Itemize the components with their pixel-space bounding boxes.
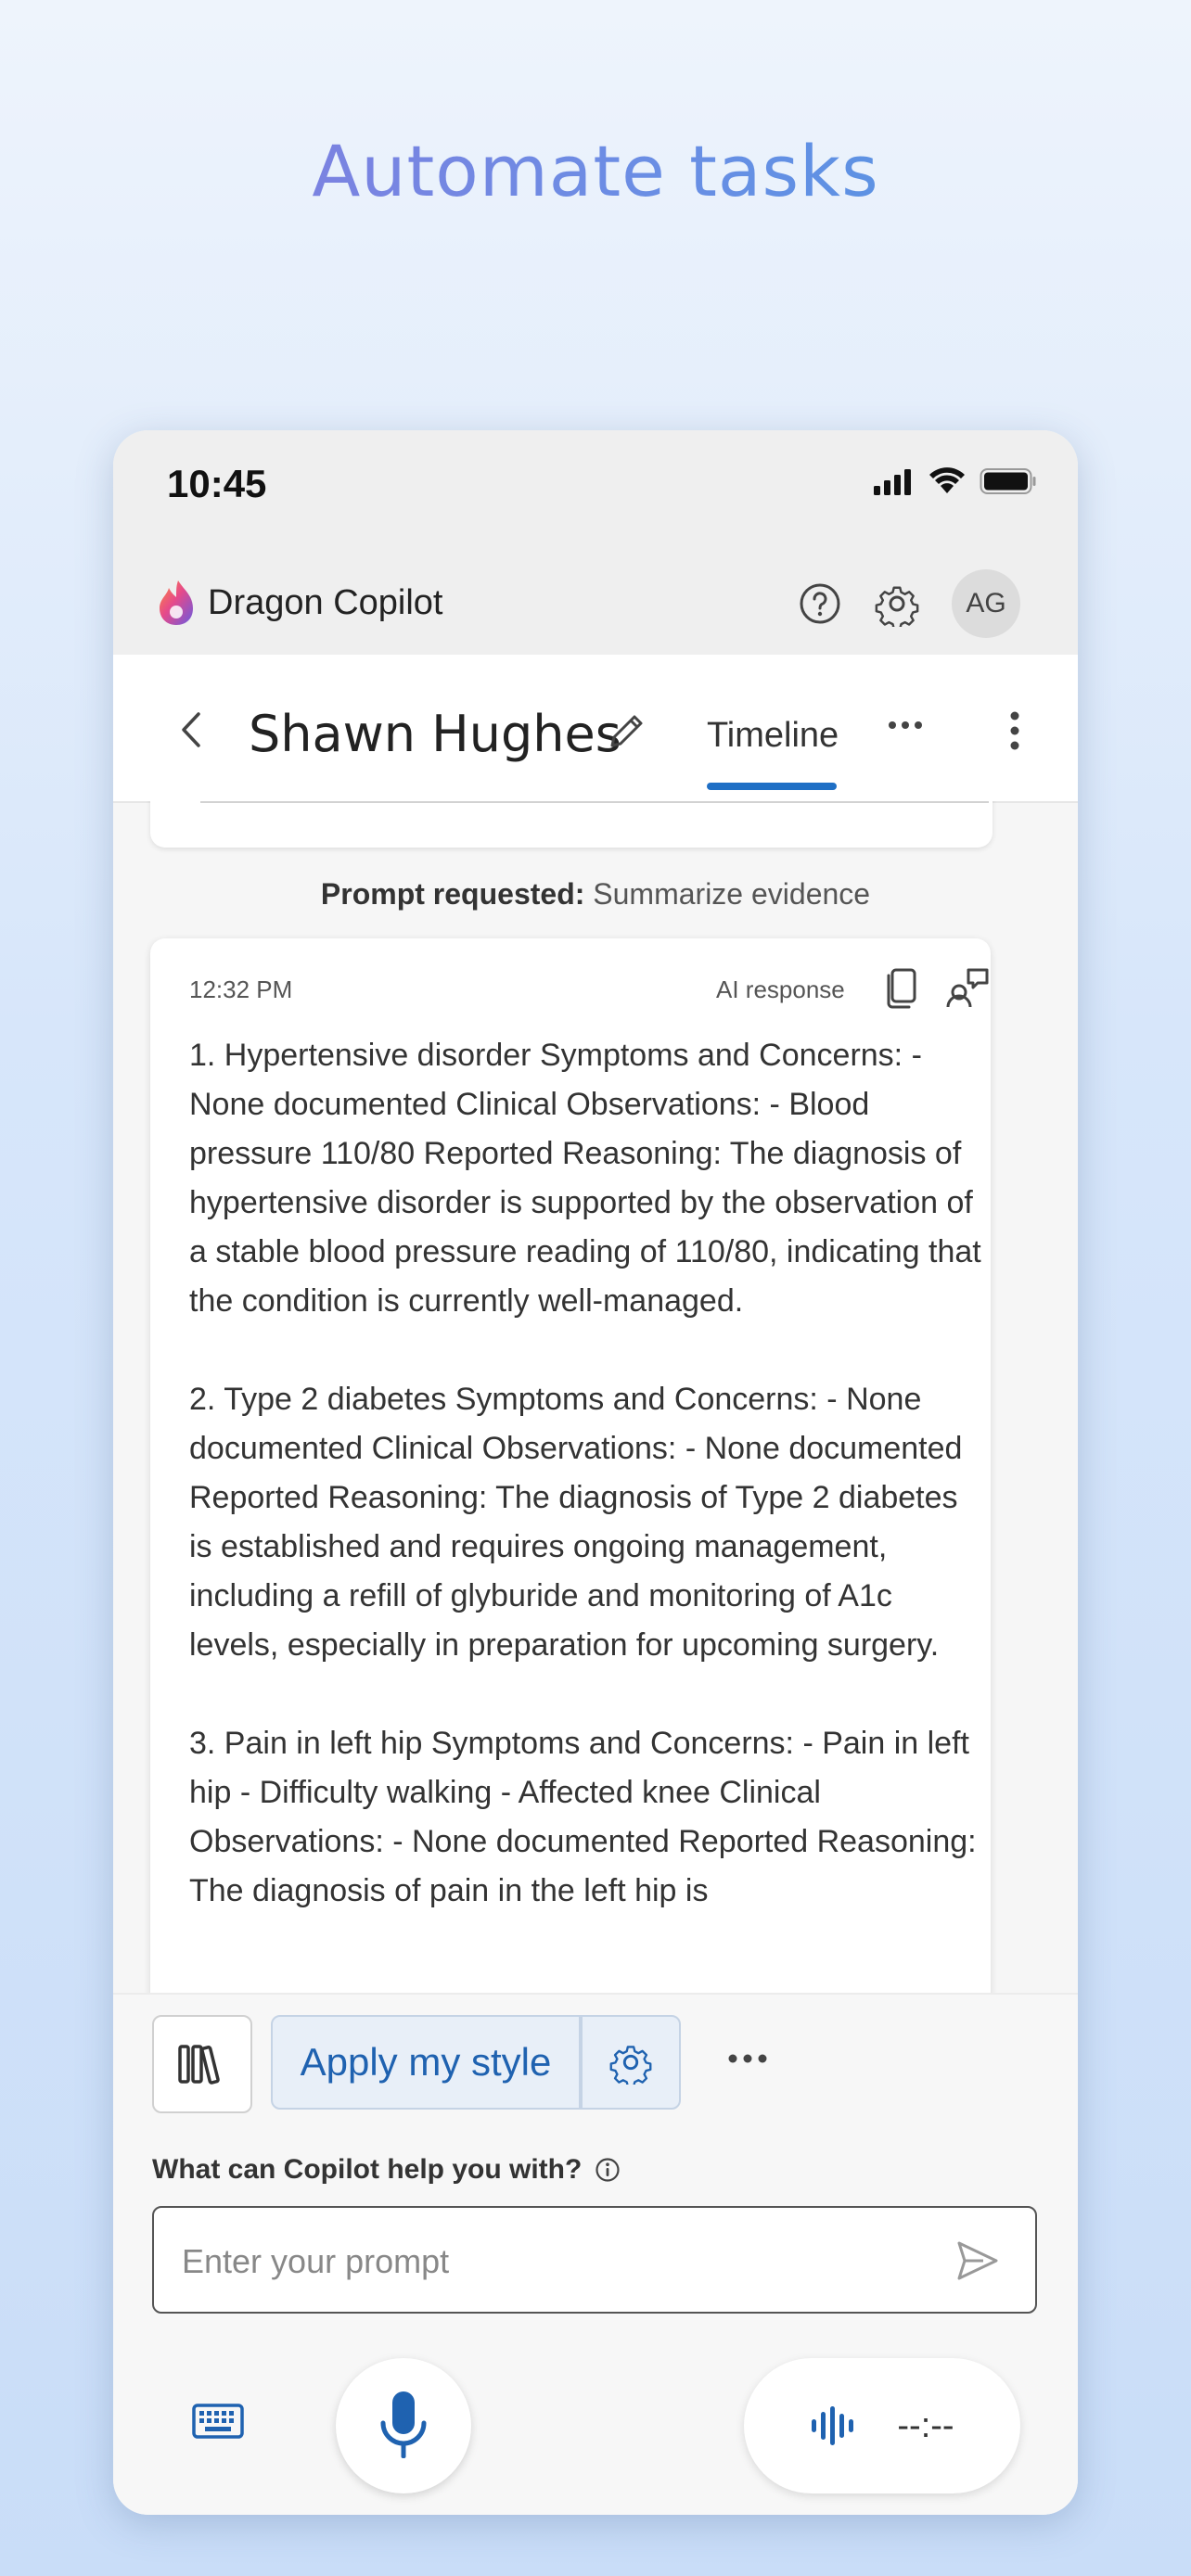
- library-icon: [176, 2043, 228, 2085]
- tab-active-indicator: [707, 783, 837, 792]
- send-icon[interactable]: [955, 2239, 1000, 2282]
- patient-name: Shawn Hughes: [249, 705, 621, 763]
- ai-response-text: [189, 1031, 987, 1965]
- ai-response-label: AI response: [716, 976, 845, 1003]
- style-gear-icon: [608, 2040, 653, 2085]
- response-paragraph: 1. Hypertensive disorder Symptoms and Concerns: - None documented Clinical Observations: - Blood pressure 110/80 Reported Reasoning: The diagnosis of hypertensive disorder is supported by the observation of a stable blood pressure reading of 110/80, indicating that the condition is currently well-managed.: [189, 1038, 981, 1319]
- app-header: [113, 551, 1078, 655]
- prompt-requested-label: Prompt requested:: [320, 877, 585, 911]
- edit-pencil-icon[interactable]: [603, 708, 649, 755]
- header-actions: [798, 569, 1020, 638]
- user-avatar[interactable]: AG: [952, 569, 1020, 638]
- signal-icon: [872, 467, 915, 495]
- recording-timer: --:--: [897, 2405, 954, 2445]
- previous-card-divider: [200, 801, 989, 803]
- recording-status[interactable]: [744, 2358, 1020, 2493]
- app-name: Dragon Copilot: [208, 582, 443, 622]
- microphone-button[interactable]: [336, 2358, 471, 2493]
- wifi-icon: [928, 467, 967, 495]
- tabs-more-icon[interactable]: [887, 720, 924, 731]
- tab-timeline[interactable]: Timeline: [707, 716, 839, 755]
- prompt-input[interactable]: [180, 2236, 907, 2288]
- prompt-help-label: [152, 2154, 621, 2186]
- battery-icon: [980, 467, 1037, 495]
- prompt-help-text: What can Copilot help you with?: [152, 2154, 583, 2185]
- timeline-content: [113, 801, 1078, 1993]
- brand: [156, 579, 442, 627]
- status-bar: [113, 430, 1078, 551]
- status-time: 10:45: [167, 462, 267, 505]
- patient-header: [113, 655, 1078, 803]
- keyboard-icon[interactable]: [191, 2403, 245, 2440]
- back-chevron-icon[interactable]: [178, 707, 206, 753]
- info-icon[interactable]: [595, 2157, 621, 2183]
- settings-gear-icon[interactable]: [874, 580, 920, 627]
- help-icon[interactable]: [798, 581, 842, 626]
- headline: Automate tasks: [0, 130, 1191, 212]
- phone-frame: [113, 430, 1078, 2515]
- prompt-requested: [113, 877, 1078, 912]
- overflow-menu-icon[interactable]: [1007, 708, 1022, 755]
- status-icons: [872, 467, 1037, 495]
- copy-icon[interactable]: [883, 964, 920, 1011]
- previous-card: [150, 801, 992, 848]
- ai-response-card: [150, 938, 991, 1993]
- prompt-requested-value: Summarize evidence: [593, 877, 871, 911]
- response-paragraph: 2. Type 2 diabetes Symptoms and Concerns: - None documented Clinical Observations: - None documented Reported Reasoning: The diagnosis of Type 2 diabetes is established and requires ongoing management, including a refill of glyburide and monitoring of A1c levels, especially in preparation for upcoming surgery.: [189, 1382, 963, 1663]
- response-time: 12:32 PM: [189, 976, 293, 1003]
- more-options-icon[interactable]: [727, 2052, 768, 2065]
- response-paragraph: 3. Pain in left hip Symptoms and Concerns: - Pain in left hip - Difficulty walking - Affected knee Clinical Observations: - None documented Reported Reasoning: The diagnosis of pain in the left hip is: [189, 1726, 977, 1908]
- composer-panel: [113, 1993, 1078, 2515]
- microphone-icon: [378, 2390, 429, 2462]
- dragon-copilot-logo-icon: [156, 579, 198, 627]
- style-settings-button[interactable]: [581, 2015, 681, 2110]
- library-button[interactable]: [152, 2015, 252, 2113]
- feedback-icon[interactable]: [944, 964, 991, 1011]
- audio-waveform-icon: [810, 2404, 860, 2447]
- apply-my-style-button[interactable]: Apply my style: [271, 2015, 581, 2110]
- prompt-field[interactable]: [152, 2206, 1037, 2314]
